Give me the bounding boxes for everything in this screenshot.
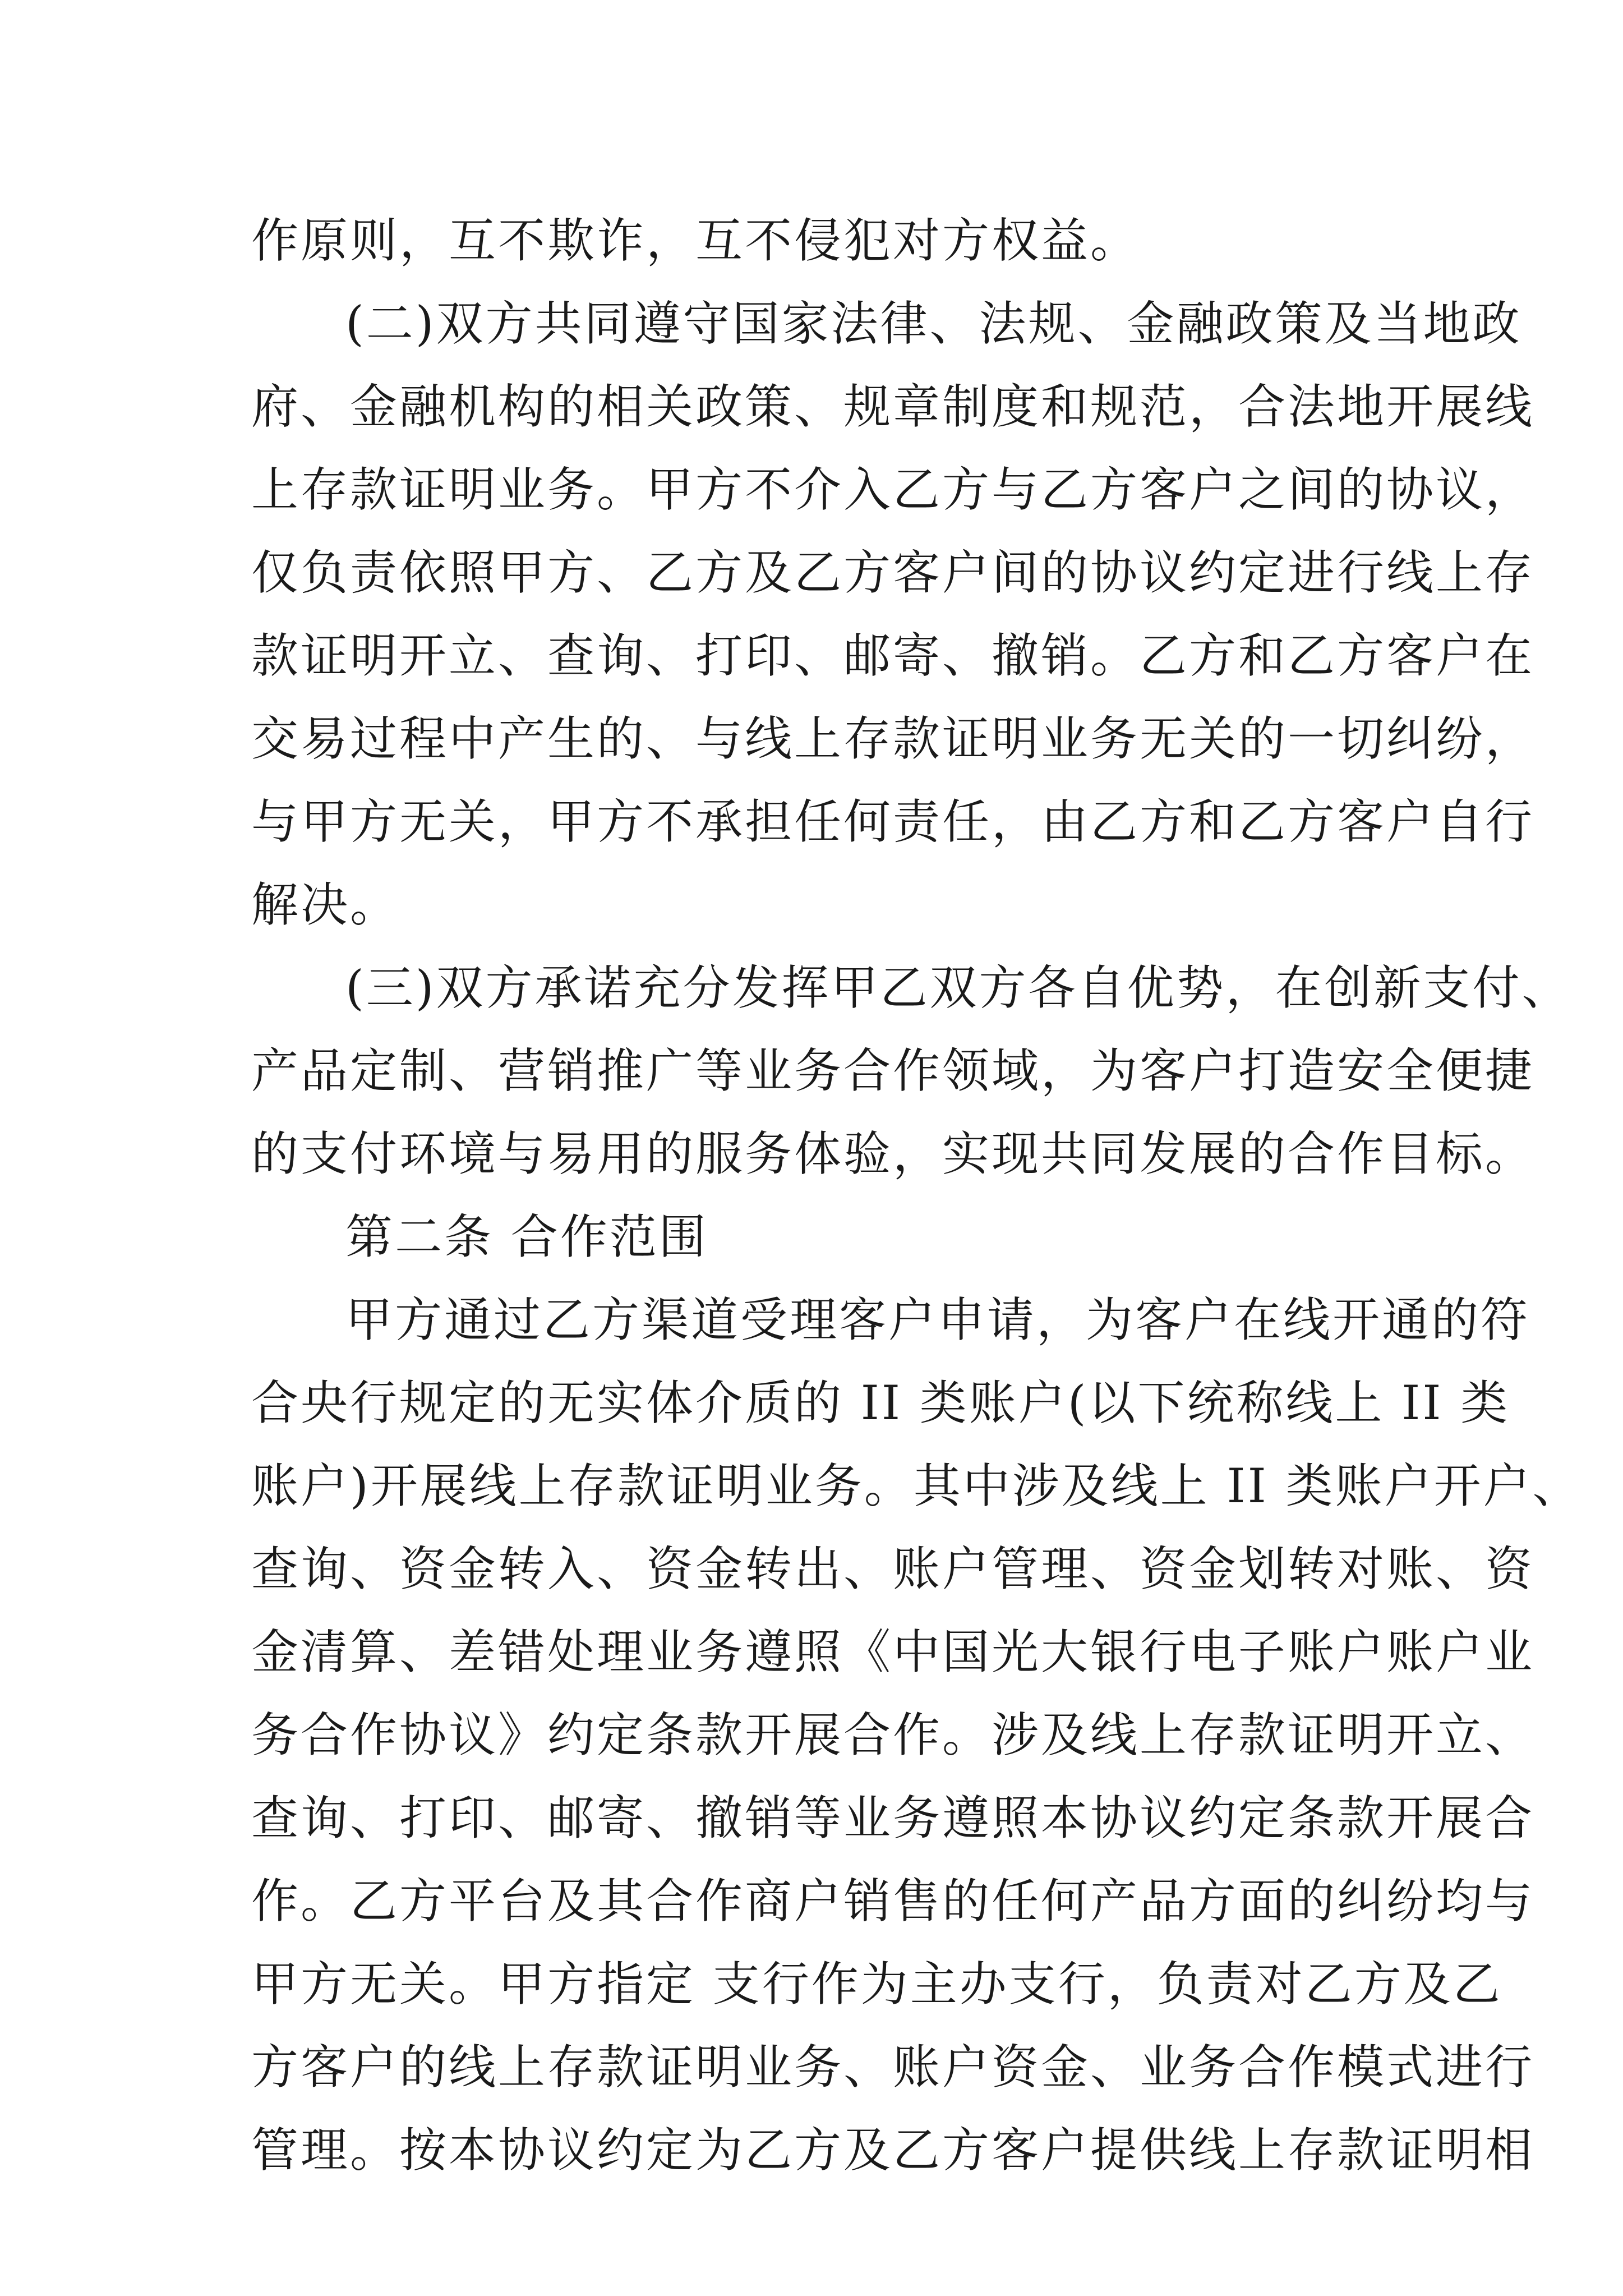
text-line: 上存款证明业务。甲方不介入乙方与乙方客户之间的协议， xyxy=(251,462,1535,517)
section-heading: 第二条 合作范围 xyxy=(345,1209,708,1264)
text-line: 合央行规定的无实体介质的 II 类账户(以下统称线上 II 类 xyxy=(251,1375,1510,1430)
text-line: 务合作协议》约定条款开展合作。涉及线上存款证明开立、 xyxy=(251,1708,1535,1763)
text-line: 作。乙方平台及其合作商户销售的任何产品方面的纠纷均与 xyxy=(251,1874,1535,1929)
text-line: 府、金融机构的相关政策、规章制度和规范，合法地开展线 xyxy=(251,379,1535,434)
text-line: (三)双方承诺充分发挥甲乙双方各自优势，在创新支付、 xyxy=(345,960,1571,1015)
text-line: 款证明开立、查询、打印、邮寄、撤销。乙方和乙方客户在 xyxy=(251,628,1535,683)
text-line: 的支付环境与易用的服务体验，实现共同发展的合作目标。 xyxy=(251,1126,1535,1181)
text-line: 产品定制、营销推广等业务合作领域，为客户打造安全便捷 xyxy=(251,1043,1535,1098)
text-line: 甲方通过乙方渠道受理客户申请，为客户在线开通的符 xyxy=(345,1292,1530,1347)
text-line: 查询、资金转入、资金转出、账户管理、资金划转对账、资 xyxy=(251,1542,1535,1596)
text-line: 解决。 xyxy=(251,877,400,932)
document-body xyxy=(251,199,1582,2192)
text-line: 方客户的线上存款证明业务、账户资金、业务合作模式进行 xyxy=(251,2040,1535,2095)
text-line: 作原则，互不欺诈，互不侵犯对方权益。 xyxy=(251,213,1140,268)
text-line: (二)双方共同遵守国家法律、法规、金融政策及当地政 xyxy=(345,296,1522,351)
text-line: 与甲方无关，甲方不承担任何责任，由乙方和乙方客户自行 xyxy=(251,794,1535,849)
text-line: 查询、打印、邮寄、撤销等业务遵照本协议约定条款开展合 xyxy=(251,1791,1535,1846)
text-line: 交易过程中产生的、与线上存款证明业务无关的一切纠纷， xyxy=(251,711,1535,766)
text-line: 金清算、差错处理业务遵照《中国光大银行电子账户账户业 xyxy=(251,1625,1535,1680)
text-line: 账户)开展线上存款证明业务。其中涉及线上 II 类账户开户、 xyxy=(251,1458,1582,1513)
text-line: 仅负责依照甲方、乙方及乙方客户间的协议约定进行线上存 xyxy=(251,545,1535,600)
text-line: 管理。按本协议约定为乙方及乙方客户提供线上存款证明相 xyxy=(251,2123,1535,2178)
text-line: 甲方无关。甲方指定 支行作为主办支行，负责对乙方及乙 xyxy=(251,1957,1502,2012)
